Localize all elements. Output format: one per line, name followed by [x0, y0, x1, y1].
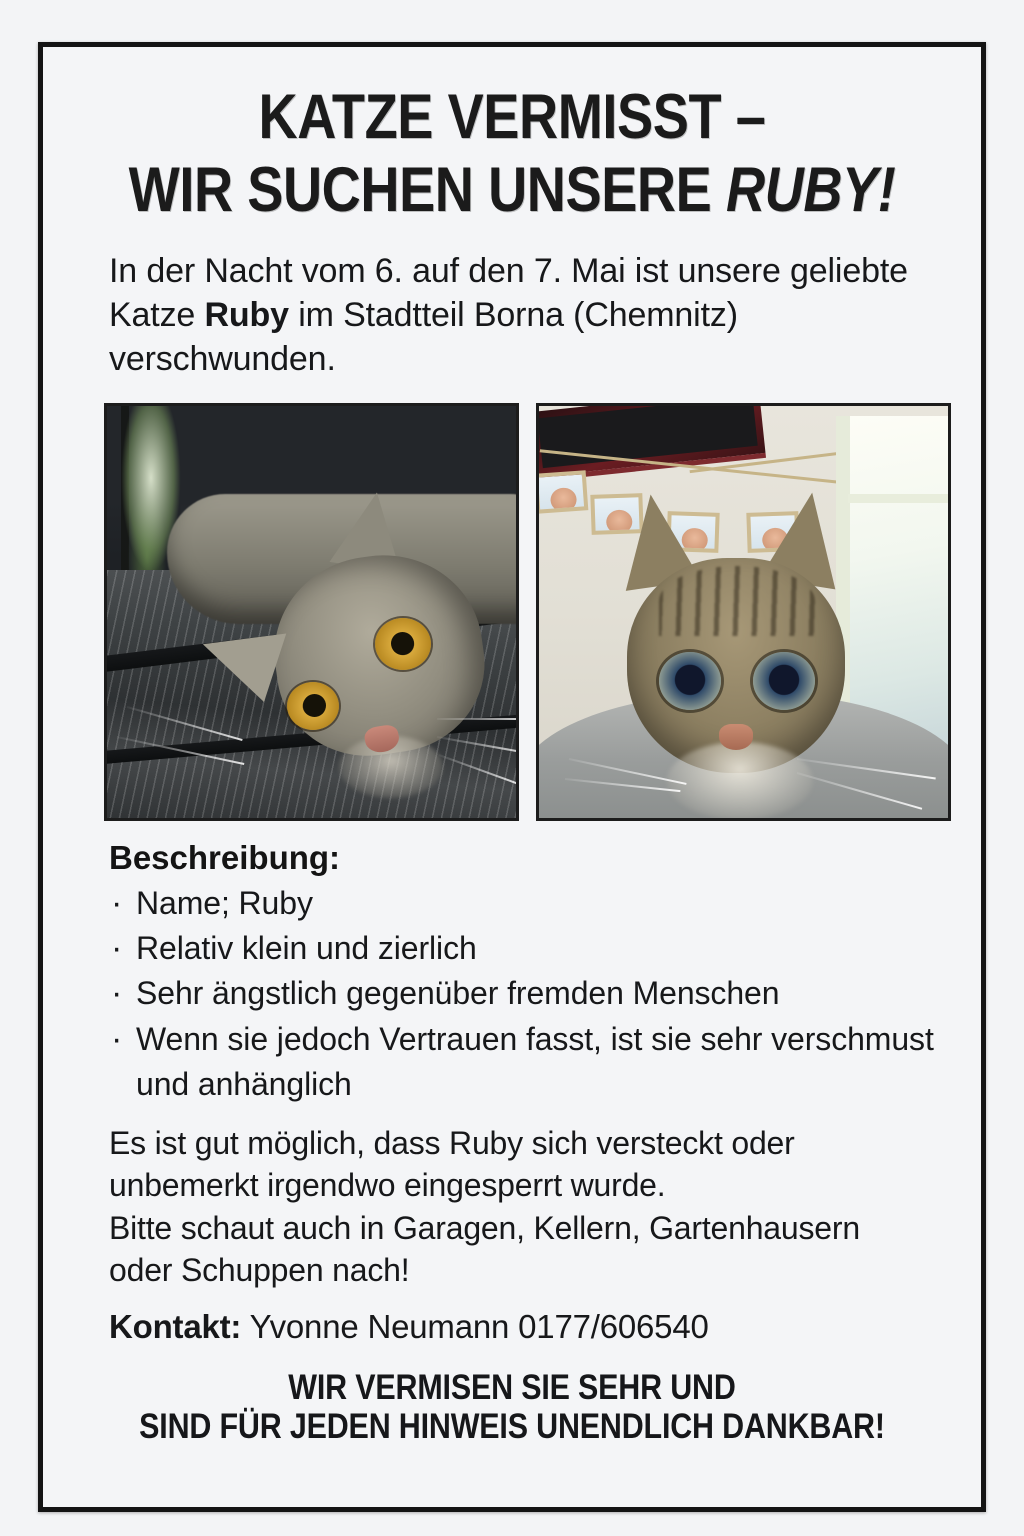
cat-eye-right: [753, 652, 815, 710]
description-list: [109, 881, 967, 1108]
cat-muzzle: [667, 742, 813, 820]
window-bar: [848, 494, 948, 503]
poster-footer: [57, 1368, 967, 1446]
intro-text-part-1: In der Nacht vom 6. auf den 7. Mai ist unsere geliebte Katze: [109, 251, 908, 335]
search-hint-paragraph: [109, 1122, 969, 1292]
footer-line-2: SIND FÜR JEDEN HINWEIS UNENDLICH DANKBAR!: [139, 1407, 885, 1447]
cat-whisker: [437, 718, 519, 720]
contact-label: Kontakt:: [109, 1307, 242, 1345]
poster-content: [43, 47, 981, 1507]
cat-eye-left: [659, 652, 721, 710]
cat-forehead-stripes: [659, 566, 815, 636]
description-title: Beschreibung:: [109, 838, 341, 876]
note-line-1: Es ist gut möglich, dass Ruby sich versteckt oder: [109, 1124, 795, 1161]
intro-text-part-2: im Stadtteil Borna (Chemnitz) verschwunden.: [109, 296, 738, 379]
wall-mini-photo: [536, 470, 588, 514]
cat-photo-indoor: [536, 403, 951, 821]
footer-line-1: WIR VERMISEN SIE SEHR UND: [288, 1367, 736, 1407]
missing-cat-poster: [38, 42, 986, 1512]
note-line-2: unbemerkt irgendwo eingesperrt wurde.: [109, 1167, 666, 1204]
intro-cat-name: Ruby: [204, 296, 289, 335]
photo-row: [104, 403, 967, 821]
cat-photo-deck: [104, 403, 519, 821]
note-line-4: oder Schuppen nach!: [109, 1252, 410, 1289]
list-item: · Wenn sie jedoch Vertrauen fasst, ist sie sehr verschmust und anhänglich: [109, 1017, 967, 1108]
headline-line-2: [121, 155, 904, 226]
cat-pupil-right: [391, 632, 414, 655]
poster-headline: [57, 82, 967, 226]
list-item: · Sehr ängstlich gegenüber fremden Menschen: [109, 971, 967, 1016]
contact-line: [109, 1308, 967, 1346]
cat-nose: [719, 724, 753, 750]
contact-value: Yvonne Neumann 0177/606540: [241, 1307, 709, 1345]
intro-paragraph: [109, 249, 909, 382]
headline-line-2-prefix: WIR SUCHEN UNSERE: [128, 155, 726, 226]
cat-pupil-left: [303, 694, 326, 717]
note-line-3: Bitte schaut auch in Garagen, Kellern, Gartenhausern: [109, 1209, 860, 1246]
headline-line-1: KATZE VERMISST –: [258, 82, 766, 152]
list-item: · Name; Ruby: [109, 881, 967, 926]
list-item: · Relativ klein und zierlich: [109, 926, 967, 971]
headline-cat-name: RUBY!: [725, 155, 896, 226]
